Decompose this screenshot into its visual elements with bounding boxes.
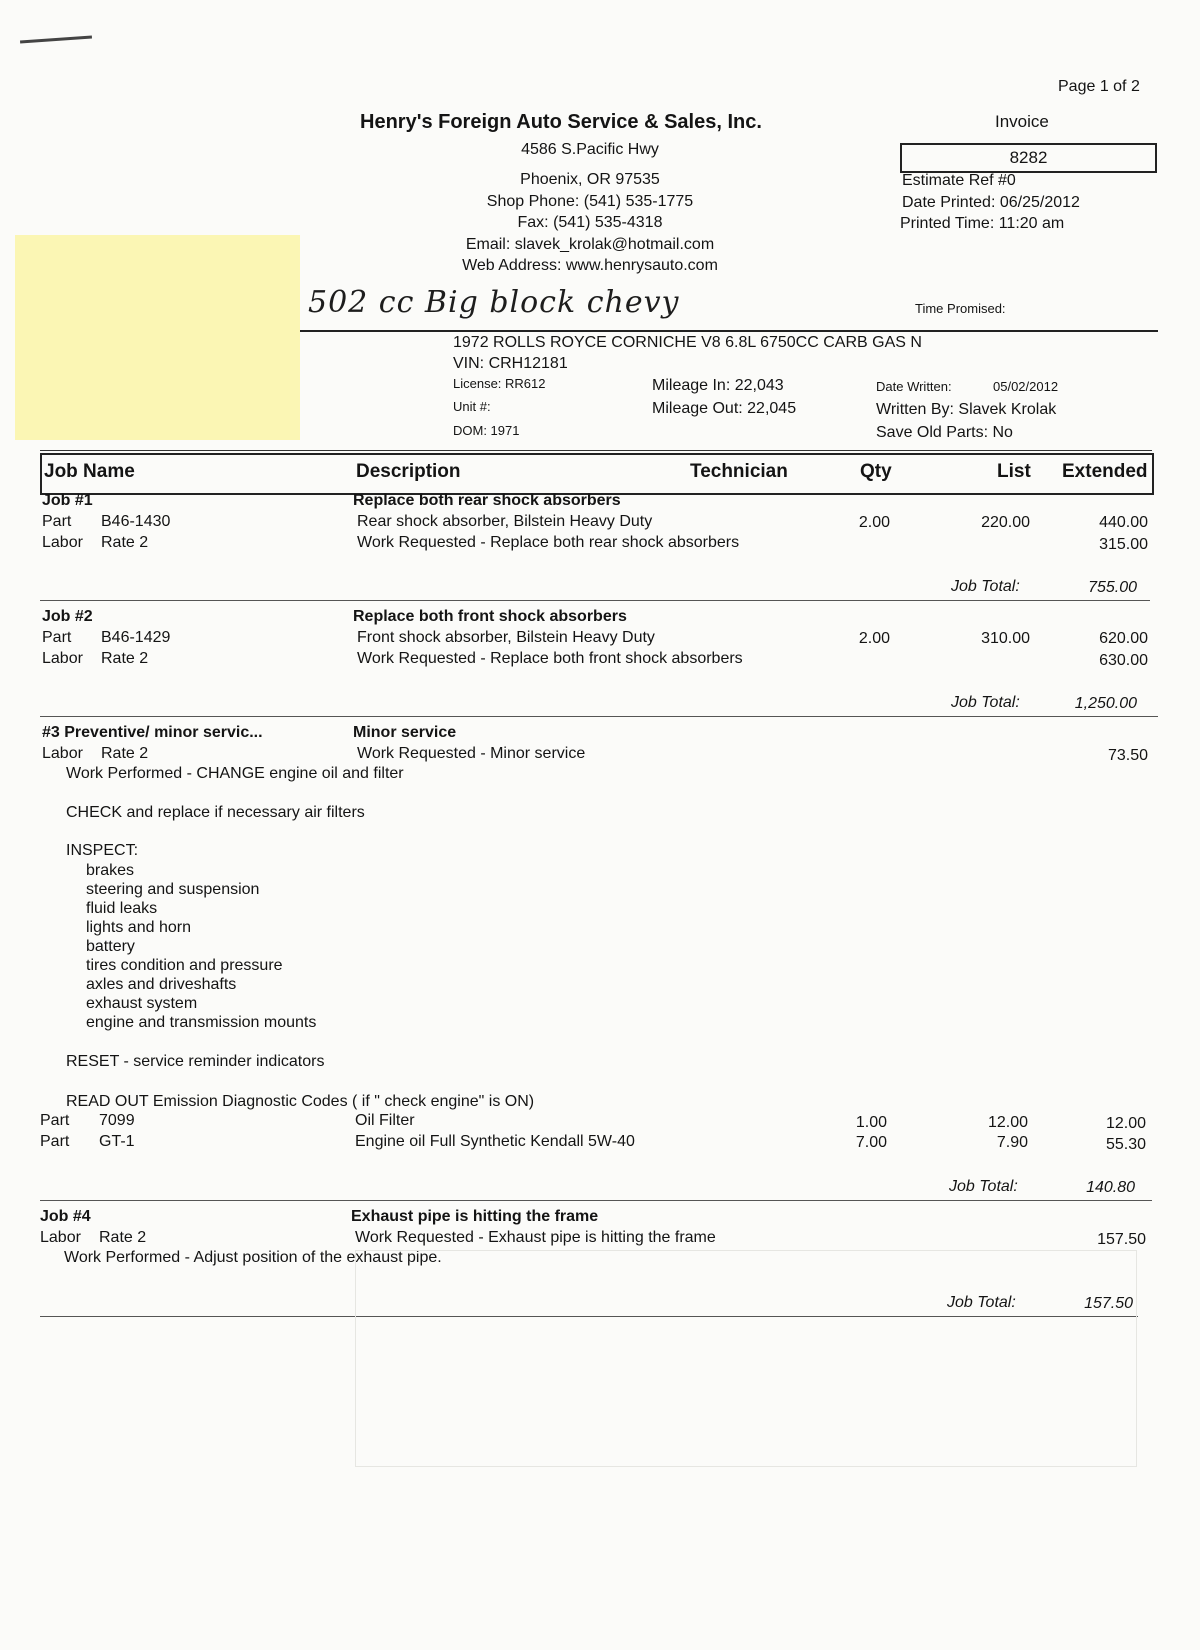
page-number: Page 1 of 2: [1058, 78, 1140, 95]
part-number: B46-1430: [101, 513, 171, 530]
labor-label: Labor: [42, 745, 83, 762]
company-web: Web Address: www.henrysauto.com: [462, 257, 718, 274]
part-extended: 440.00: [1099, 514, 1148, 531]
vehicle-description: 1972 ROLLS ROYCE CORNICHE V8 6.8L 6750CC CARB GAS N: [453, 334, 922, 351]
part-description: Oil Filter: [355, 1112, 415, 1129]
date-printed: Date Printed: 06/25/2012: [902, 194, 1080, 211]
part-description: Front shock absorber, Bilstein Heavy Duty: [357, 629, 655, 646]
handwritten-note: 502 cc Big block chevy: [308, 285, 680, 320]
col-technician: Technician: [690, 461, 788, 482]
inspect-item: fluid leaks: [86, 900, 158, 917]
part-description: Rear shock absorber, Bilstein Heavy Duty: [357, 513, 653, 530]
estimate-ref: Estimate Ref #0: [902, 172, 1016, 189]
written-by: Written By: Slavek Krolak: [876, 401, 1057, 418]
part-description: Engine oil Full Synthetic Kendall 5W-40: [355, 1133, 635, 1150]
date-written: 05/02/2012: [993, 379, 1059, 394]
part-number: 7099: [99, 1112, 135, 1129]
job-name: Job #2: [42, 608, 93, 625]
vehicle-top-rule: [300, 330, 1158, 332]
inspect-item: tires condition and pressure: [86, 957, 283, 974]
part-number: B46-1429: [101, 629, 171, 646]
reset-note: RESET - service reminder indicators: [66, 1053, 325, 1070]
part-list: 310.00: [981, 630, 1030, 647]
job-name: Job #1: [42, 492, 93, 509]
job-title: Replace both front shock absorbers: [353, 608, 627, 625]
part-list: 12.00: [987, 1114, 1028, 1131]
inspect-item: battery: [86, 938, 135, 955]
part-qty: 7.00: [855, 1134, 887, 1151]
save-old-parts: Save Old Parts: No: [876, 424, 1013, 441]
vehicle-unit: Unit #:: [453, 399, 491, 414]
part-qty: 2.00: [858, 514, 890, 531]
job-divider: [40, 716, 1158, 717]
labor-description: Work Requested - Replace both front shock absorbers: [357, 650, 743, 667]
labor-description: Work Requested - Replace both rear shock absorbers: [357, 534, 740, 551]
read-out-note: READ OUT Emission Diagnostic Codes ( if " check engine" is ON): [66, 1093, 535, 1110]
inspect-item: steering and suspension: [86, 881, 260, 898]
inspect-item: lights and horn: [86, 919, 191, 936]
check-note: CHECK and replace if necessary air filters: [66, 804, 365, 821]
time-promised: Time Promised:: [915, 301, 1006, 316]
job-total: 140.80: [1086, 1179, 1135, 1196]
invoice-number: 8282: [900, 143, 1157, 173]
labor-description: Work Requested - Exhaust pipe is hitting the frame: [355, 1229, 716, 1246]
col-extended: Extended: [1062, 461, 1148, 482]
inspect-item: engine and transmission mounts: [86, 1014, 317, 1031]
mileage-out: Mileage Out: 22,045: [652, 400, 797, 417]
part-label: Part: [40, 1112, 70, 1129]
vehicle-vin: VIN: CRH12181: [453, 355, 568, 372]
labor-rate: Rate 2: [101, 534, 149, 551]
company-email: Email: slavek_krolak@hotmail.com: [465, 236, 715, 253]
labor-extended: 157.50: [1097, 1231, 1146, 1248]
part-number: GT-1: [99, 1133, 135, 1150]
labor-extended: 73.50: [1107, 747, 1148, 764]
company-address: 4586 S.Pacific Hwy: [521, 141, 659, 158]
company-phone: Shop Phone: (541) 535-1775: [486, 193, 694, 210]
part-label: Part: [42, 513, 72, 530]
part-list: 7.90: [996, 1134, 1028, 1151]
col-qty: Qty: [860, 461, 892, 482]
col-list: List: [997, 461, 1031, 482]
mileage-in: Mileage In: 22,043: [652, 377, 784, 394]
job-divider: [40, 600, 1150, 601]
table-header: [40, 453, 1154, 495]
company-name: Henry's Foreign Auto Service & Sales, Inc.: [360, 111, 762, 133]
header-top-rule: [40, 450, 1152, 451]
part-qty: 2.00: [858, 630, 890, 647]
labor-rate: Rate 2: [101, 650, 149, 667]
job-name: Job #4: [40, 1208, 91, 1225]
part-qty: 1.00: [855, 1114, 887, 1131]
job-title: Replace both rear shock absorbers: [353, 492, 621, 509]
labor-label: Labor: [42, 534, 83, 551]
job-total-label: Job Total:: [949, 1178, 1018, 1195]
invoice-label: Invoice: [995, 112, 1049, 131]
printed-time: Printed Time: 11:20 am: [900, 215, 1065, 232]
vehicle-dom: DOM: 1971: [453, 423, 520, 438]
job-total: 1,250.00: [1074, 695, 1137, 712]
job-divider: [40, 1200, 1152, 1201]
part-list: 220.00: [981, 514, 1030, 531]
job-total-label: Job Total:: [951, 578, 1020, 595]
labor-label: Labor: [40, 1229, 81, 1246]
col-description: Description: [356, 461, 461, 482]
date-written-label: Date Written:: [876, 379, 952, 394]
company-fax: Fax: (541) 535-4318: [517, 214, 663, 231]
inspect-item: brakes: [86, 862, 135, 879]
part-label: Part: [42, 629, 72, 646]
part-extended: 55.30: [1105, 1136, 1146, 1153]
inspect-item: exhaust system: [86, 995, 198, 1012]
job-total-label: Job Total:: [947, 1294, 1016, 1311]
col-job-name: Job Name: [44, 461, 135, 482]
sticky-note: [15, 235, 300, 440]
work-performed: Work Performed - Adjust position of the exhaust pipe.: [64, 1249, 442, 1266]
labor-description: Work Requested - Minor service: [357, 745, 586, 762]
work-performed: Work Performed - CHANGE engine oil and filter: [66, 765, 404, 782]
labor-rate: Rate 2: [99, 1229, 147, 1246]
job-total: 157.50: [1084, 1295, 1133, 1312]
job-name: #3 Preventive/ minor servic...: [42, 724, 263, 741]
inspect-item: axles and driveshafts: [86, 976, 237, 993]
job-title: Exhaust pipe is hitting the frame: [351, 1208, 599, 1225]
company-city: Phoenix, OR 97535: [520, 171, 660, 188]
job-total-label: Job Total:: [951, 694, 1020, 711]
job-total: 755.00: [1088, 579, 1137, 596]
part-extended: 620.00: [1099, 630, 1148, 647]
labor-extended: 315.00: [1099, 536, 1148, 553]
bleed-through-box: [355, 1250, 1137, 1467]
part-label: Part: [40, 1133, 70, 1150]
part-extended: 12.00: [1105, 1115, 1146, 1132]
labor-rate: Rate 2: [101, 745, 149, 762]
job-title: Minor service: [353, 724, 457, 741]
vehicle-license: License: RR612: [453, 376, 546, 391]
labor-extended: 630.00: [1099, 652, 1148, 669]
scan-mark: [20, 35, 92, 43]
labor-label: Labor: [42, 650, 83, 667]
inspect-title: INSPECT:: [66, 842, 139, 859]
